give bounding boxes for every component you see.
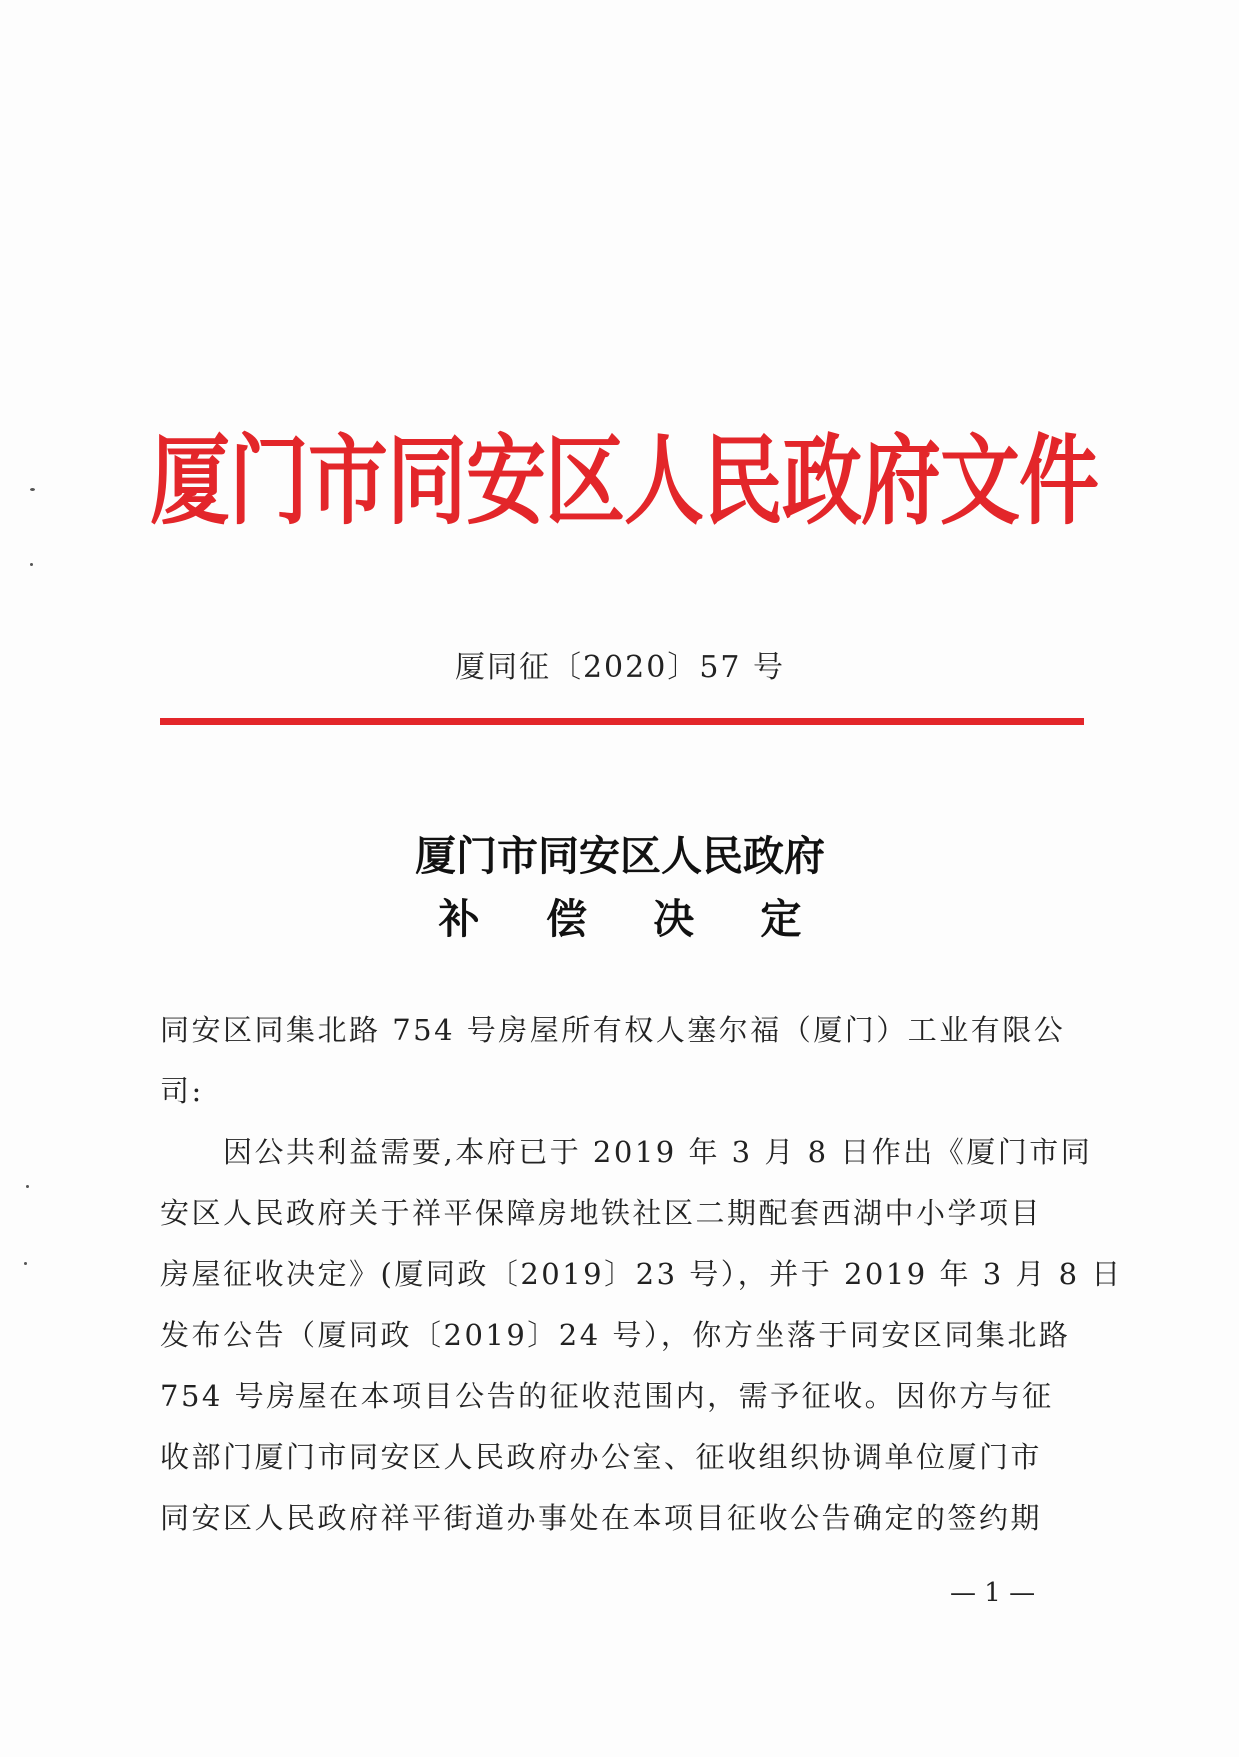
document-title-line-2: 补 偿 决 定 — [438, 895, 828, 943]
scan-speck — [30, 563, 33, 566]
issuer-red-header: 厦门市同安区人民政府文件 — [150, 423, 1098, 539]
scan-speck — [24, 1262, 27, 1265]
body-line: 房屋征收决定》(厦同政〔2019〕23 号），并于 2019 年 3 月 8 日 — [160, 1257, 1123, 1291]
body-line: 754 号房屋在本项目公告的征收范围内，需予征收。因你方与征 — [160, 1379, 1054, 1413]
body-line: 发布公告（厦同政〔2019〕24 号），你方坐落于同安区同集北路 — [160, 1318, 1071, 1352]
body-line: 收部门厦门市同安区人民政府办公室、征收组织协调单位厦门市 — [160, 1440, 1043, 1474]
body-line: 因公共利益需要,本府已于 2019 年 3 月 8 日作出《厦门市同 — [160, 1135, 1093, 1169]
red-divider-rule — [160, 718, 1084, 725]
body-line: 安区人民政府关于祥平保障房地铁社区二期配套西湖中小学项目 — [160, 1196, 1043, 1230]
page-number: — 1 — — [950, 1578, 1036, 1608]
body-line: 同安区人民政府祥平街道办事处在本项目征收公告确定的签约期 — [160, 1501, 1043, 1535]
body-line: 司: — [160, 1074, 204, 1108]
document-title-line-1: 厦门市同安区人民政府 — [415, 832, 825, 880]
document-number: 厦同征〔2020〕57 号 — [454, 650, 786, 685]
scan-speck — [30, 488, 35, 491]
scan-speck — [26, 1185, 29, 1188]
body-line: 同安区同集北路 754 号房屋所有权人塞尔福（厦门）工业有限公 — [160, 1013, 1066, 1047]
